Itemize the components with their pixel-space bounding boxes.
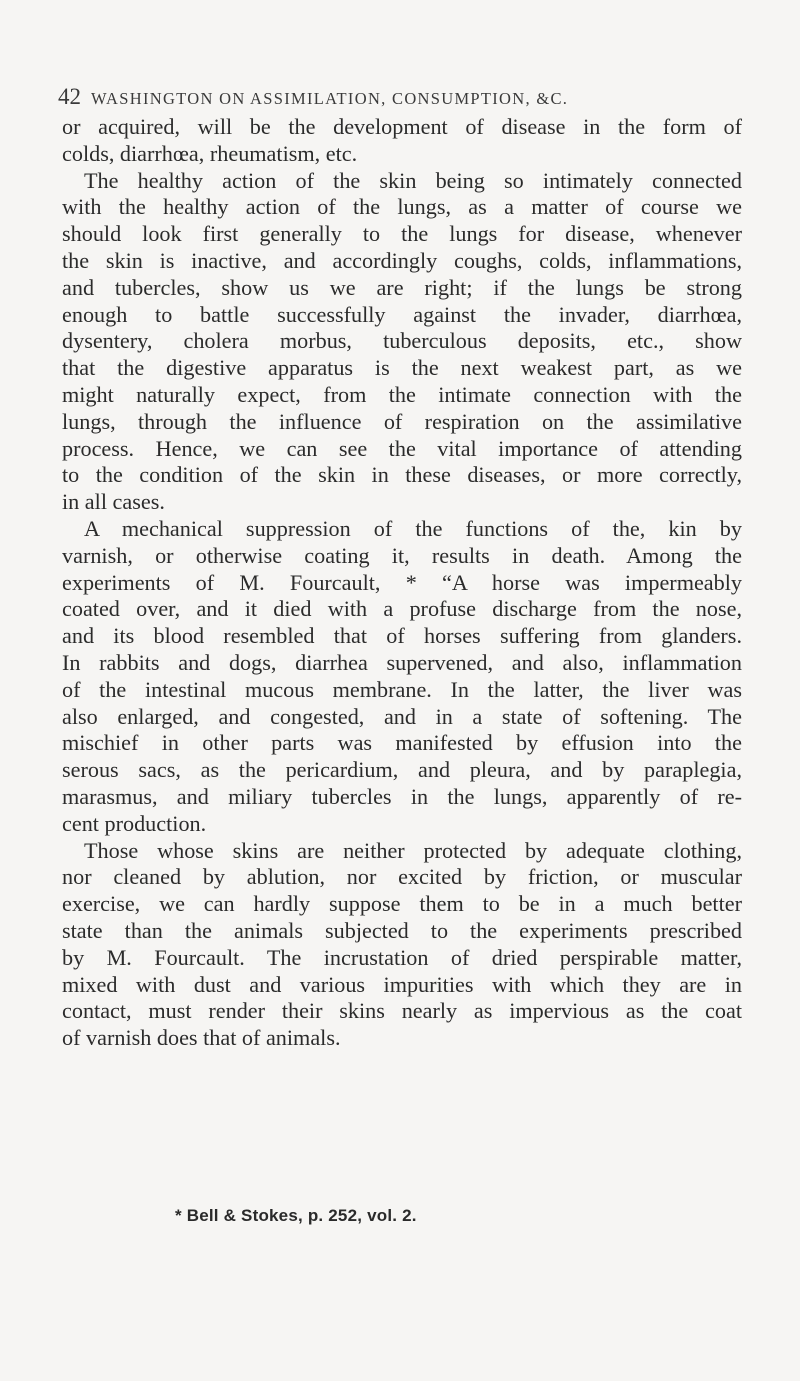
text-line: state than the animals subjected to the experiments prescribed <box>62 917 742 943</box>
text-line: the skin is inactive, and accordingly coughs, colds, inflammations, <box>62 247 742 273</box>
text-line: coated over, and it died with a profuse discharge from the nose, <box>62 596 742 622</box>
footnote: * Bell & Stokes, p. 252, vol. 2. <box>175 1206 417 1225</box>
text-line: exercise, we can hardly suppose them to be in a much better <box>62 891 742 917</box>
text-line: dysentery, cholera morbus, tuberculous deposits, etc., show <box>62 328 742 354</box>
paragraph <box>62 168 742 516</box>
running-head <box>58 84 758 110</box>
text-line: Those whose skins are neither protected by adequate clothing, <box>84 837 742 863</box>
text-line: experiments of M. Fourcault, * “A horse was impermeably <box>62 569 742 595</box>
text-line: marasmus, and miliary tubercles in the lungs, apparently of re- <box>62 783 742 809</box>
text-line: mixed with dust and various impurities with which they are in <box>62 971 742 997</box>
text-line: and tubercles, show us we are right; if the lungs be strong <box>62 274 742 300</box>
text-line: with the healthy action of the lungs, as a matter of course we <box>62 194 742 220</box>
text-line: In rabbits and dogs, diarrhea supervened, and also, inflammation <box>62 649 742 675</box>
body-text <box>62 114 742 1052</box>
paragraph <box>62 516 742 838</box>
text-line: process. Hence, we can see the vital importance of attending <box>62 435 742 461</box>
text-line: nor cleaned by ablution, nor excited by friction, or muscular <box>62 864 742 890</box>
text-line: cent production. <box>62 810 207 836</box>
text-line: varnish, or otherwise coating it, results in death. Among the <box>62 542 742 568</box>
text-line: in all cases. <box>62 489 165 515</box>
text-line: lungs, through the influence of respiration on the assimilative <box>62 408 742 434</box>
text-line: A mechanical suppression of the functions of the, kin by <box>84 515 742 541</box>
text-line: also enlarged, and congested, and in a state of softening. The <box>62 703 742 729</box>
text-line: colds, diarrhœa, rheumatism, etc. <box>62 140 358 166</box>
text-line: that the digestive apparatus is the next weakest part, as we <box>62 355 742 381</box>
paragraph <box>62 838 742 1052</box>
text-line: contact, must render their skins nearly as impervious as the coat <box>62 998 742 1024</box>
text-line: might naturally expect, from the intimate connection with the <box>62 381 742 407</box>
paragraph <box>62 114 742 168</box>
text-line: serous sacs, as the pericardium, and pleura, and by paraplegia, <box>62 757 742 783</box>
text-line: mischief in other parts was manifested by effusion into the <box>62 730 742 756</box>
text-line: and its blood resembled that of horses suffering from glanders. <box>62 623 742 649</box>
text-line: of the intestinal mucous membrane. In the latter, the liver was <box>62 676 742 702</box>
text-line: or acquired, will be the development of disease in the form of <box>62 114 742 139</box>
text-line: The healthy action of the skin being so intimately connected <box>84 167 742 193</box>
running-title: WASHINGTON ON ASSIMILATION, CONSUMPTION, &C. <box>91 89 569 108</box>
text-line: enough to battle successfully against the invader, diarrhœa, <box>62 301 742 327</box>
page-number: 42 <box>58 84 81 109</box>
text-line: of varnish does that of animals. <box>62 1025 341 1051</box>
text-line: to the condition of the skin in these diseases, or more correctly, <box>62 462 742 488</box>
text-line: should look first generally to the lungs for disease, whenever <box>62 221 742 247</box>
text-line: by M. Fourcault. The incrustation of dried perspirable matter, <box>62 944 742 970</box>
